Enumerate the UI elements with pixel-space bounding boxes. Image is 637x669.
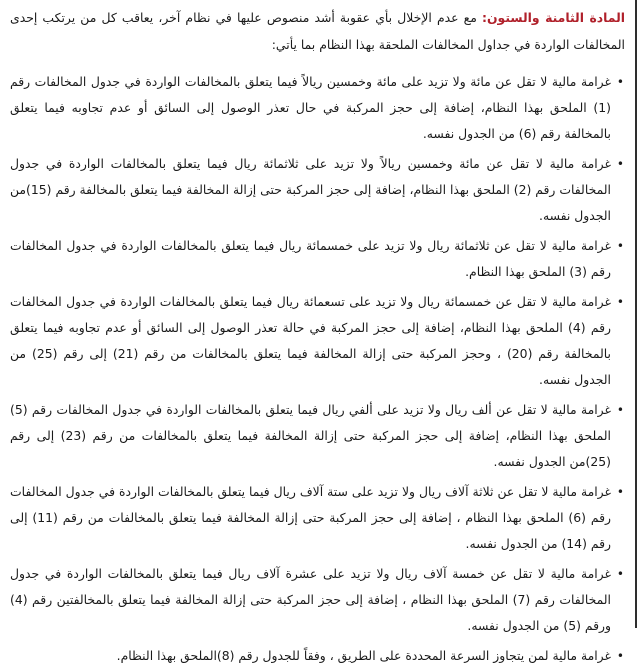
bullet-icon: • bbox=[616, 649, 624, 663]
article-intro-paragraph bbox=[10, 4, 625, 58]
list-item-text: غرامة مالية لا تقل عن ألف ريال ولا تزيد على ألفي ريال فيما يتعلق بالمخالفات الواردة في جدول المخالفات رقم (5) الملحق بهذا النظام، إضافة إلى حجز المركبة حتى إزالة المخالفة فيما يتعلق بالمخالفات من رقم (23) إلى رقم (25)من الجدول نفسه. bbox=[10, 402, 611, 469]
list-item bbox=[10, 643, 624, 669]
list-item bbox=[10, 397, 624, 475]
list-item bbox=[10, 69, 624, 147]
bullet-icon: • bbox=[616, 295, 624, 309]
list-item bbox=[9, 151, 624, 229]
list-item bbox=[10, 561, 624, 639]
list-item-text: غرامة مالية لا تقل عن مائة وخمسين ريالاً ولا تزيد على ثلاثمائة ريال فيما يتعلق بالمخالفات الواردة في جدول المخالفات رقم (2) الملحق بهذا النظام، إضافة إلى حجز المركبة حتى إزالة المخالفة فيما يتعلق بالمخالفة رقم (15)من الجدول نفسه. bbox=[9, 156, 611, 223]
bullet-icon: • bbox=[616, 157, 624, 171]
list-item-text: غرامة مالية لا تقل عن ثلاثمائة ريال ولا تزيد على خمسمائة ريال فيما يتعلق بالمخالفات الواردة في جدول المخالفات رقم (3) الملحق بهذا النظام. bbox=[10, 238, 611, 279]
list-item-text: غرامة مالية لا تقل عن ثلاثة آلاف ريال ولا تزيد على ستة آلاف ريال فيما يتعلق بالمخالفات الواردة في جدول المخالفات رقم (6) الملحق بهذا النظام ، إضافة إلى حجز المركبة حتى إزالة المخالفة فيما يتعلق بالمخالفات من رقم (11) إلى رقم (14) من الجدول نفسه. bbox=[10, 484, 611, 551]
penalty-list bbox=[10, 69, 625, 669]
bullet-icon: • bbox=[616, 239, 624, 253]
list-item bbox=[10, 479, 624, 557]
list-item bbox=[10, 233, 624, 285]
bullet-icon: • bbox=[616, 403, 624, 417]
list-item-text: غرامة مالية لمن يتجاوز السرعة المحددة على الطريق ، وفقاً للجدول رقم (8)الملحق بهذا النظام. bbox=[116, 648, 611, 663]
bullet-icon: • bbox=[616, 485, 624, 499]
article-intro-text: مع عدم الإخلال بأي عقوبة أشد منصوص عليها في نظام آخر، يعاقب كل من يرتكب إحدى المخالفات الواردة في جداول المخالفات الملحقة بهذا النظام بما يأتي: bbox=[10, 10, 625, 52]
list-item-text: غرامة مالية لا تقل عن خمسة آلاف ريال ولا تزيد على عشرة آلاف ريال فيما يتعلق بالمخالفات الواردة في جدول المخالفات رقم (7) الملحق بهذا النظام ، إضافة إلى حجز المركبة حتى إزالة المخالفة فيما يتعلق بالمخالفتين رقم (4) ورقم (5) من الجدول نفسه. bbox=[10, 566, 611, 633]
list-item bbox=[10, 289, 624, 393]
list-item-text: غرامة مالية لا تقل عن خمسمائة ريال ولا تزيد على تسعمائة ريال فيما يتعلق بالمخالفات الواردة في جدول المخالفات رقم (4) الملحق بهذا النظام، إضافة إلى حجز المركبة في حالة تعذر الوصول إلى السائق أو عدم تجاوبه فيما يتعلق بالمخالفة رقم (20) ، وحجز المركبة حتى إزالة المخالفة فيما يتعلق بالمخالفات من رقم (21) إلى رقم (25) من الجدول نفسه. bbox=[10, 294, 611, 387]
bullet-icon: • bbox=[616, 567, 624, 581]
bullet-icon: • bbox=[616, 75, 624, 89]
list-item-text: غرامة مالية لا تقل عن مائة ولا تزيد على مائة وخمسين ريالاً فيما يتعلق بالمخالفات الواردة في جدول المخالفات رقم (1) الملحق بهذا النظام، إضافة إلى حجز المركبة في حال تعذر الوصول إلى السائق أو عدم تجاوبه فيما يتعلق بالمخالفة رقم (6) من الجدول نفسه. bbox=[10, 74, 611, 141]
article-heading: المادة الثامنة والستون: bbox=[482, 10, 625, 25]
